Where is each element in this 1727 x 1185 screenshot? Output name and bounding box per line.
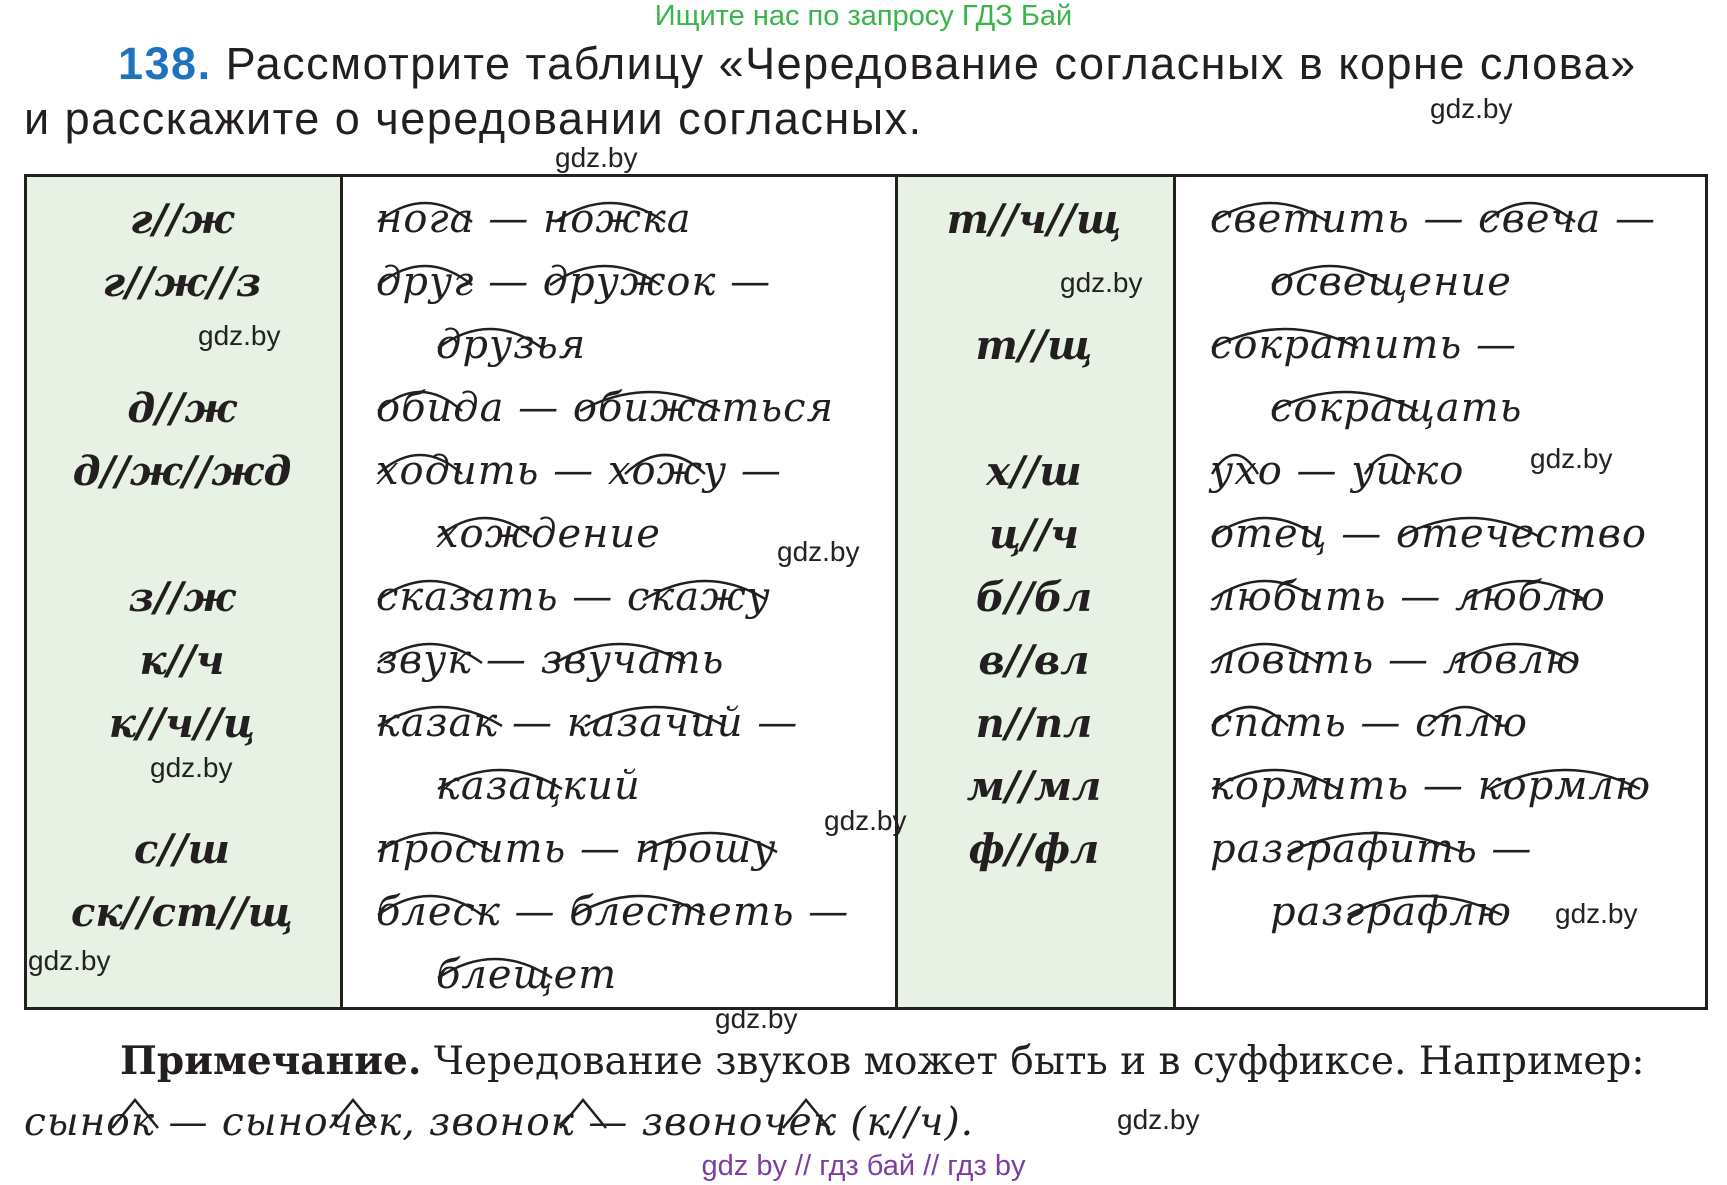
watermark: gdz.by [28,945,111,976]
alternation-label: г//ж//з [102,259,262,306]
example-row: ходить — хожу — [376,448,782,494]
example-row: ловить — ловлю [1210,637,1582,683]
watermark: gdz.by [1555,898,1638,929]
top-banner: Ищите нас по запросу ГДЗ Бай [654,0,1073,32]
watermark: gdz.by [1430,93,1513,124]
note-line [120,1038,1645,1084]
example-row: сократить — [1210,322,1517,368]
alternation-label: с//ш [134,826,230,873]
alternation-label: з//ж [128,574,236,621]
task-number: 138. [118,38,212,89]
task-text-1: Рассмотрите таблицу «Чередование согласных в корне слова» [225,38,1637,89]
watermark: gdz.by [824,805,907,836]
example-row: друг — дружок — [376,259,772,305]
watermark: gdz.by [1530,443,1613,474]
watermark: gdz.by [1117,1104,1200,1135]
alternation-label: м//мл [966,763,1102,810]
watermark: gdz.by [777,536,860,567]
example-row: сказать — скажу [376,574,771,620]
example-row: кормить — кормлю [1210,763,1652,809]
note-examples: сынок — сыночек, звонок — звоночек (к//ч). [24,1100,975,1145]
example-row: хождение [436,511,661,557]
example-row: отец — отечество [1210,511,1647,557]
alternation-label: к//ч [139,637,225,684]
watermark: gdz.by [198,320,281,351]
example-row: блеск — блестеть — [376,889,850,935]
alternation-label: ск//ст//щ [71,889,293,936]
alternation-label: х//ш [986,448,1082,495]
alternation-label: т//щ [975,322,1093,369]
example-row: нога — ножка [376,196,692,242]
alternation-label: б//бл [975,574,1093,621]
example-row: казак — казачий — [376,700,799,746]
example-row: обида — обижаться [376,385,835,431]
alternation-label: д//ж//жд [72,448,292,495]
note-label: Примечание. [120,1038,422,1084]
example-row: казацкий [436,763,641,809]
alternation-label: г//ж [130,196,234,243]
task-line-2: и расскажите о чередовании согласных. [24,93,923,144]
example-row: друзья [436,322,587,368]
example-row: сокращать [1270,385,1523,431]
footer-watermark: gdz by // гдз бай // гдз by [701,1150,1026,1182]
watermark: gdz.by [150,752,233,783]
example-row: разграфить — [1210,826,1533,872]
note-text: Чередование звуков может быть и в суффиксе. Например: [433,1039,1645,1084]
alternation-label: к//ч//ц [108,700,256,747]
example-row: блещет [436,952,618,998]
example-row: ухо — ушко [1210,448,1465,494]
alternation-label: ф//фл [968,826,1100,873]
task-line-1 [118,38,1637,90]
example-row: светить — свеча — [1210,196,1656,242]
example-row: звук — звучать [376,637,725,683]
example-row: спать — сплю [1210,700,1528,746]
watermark: gdz.by [1060,267,1143,298]
alternation-label: ц//ч [989,511,1079,558]
example-row: разграфлю [1270,889,1512,935]
alternation-label: п//пл [975,700,1093,747]
example-row: любить — люблю [1210,574,1606,620]
watermark: gdz.by [715,1003,798,1034]
column-divider [340,177,343,1007]
alternation-label: т//ч//щ [946,196,1122,243]
example-row: освещение [1270,259,1512,305]
alternation-label: в//вл [978,637,1090,684]
column-divider [1173,177,1176,1007]
alternation-label: д//ж [127,385,237,432]
example-row: просить — прошу [376,826,777,872]
watermark: gdz.by [555,142,638,173]
